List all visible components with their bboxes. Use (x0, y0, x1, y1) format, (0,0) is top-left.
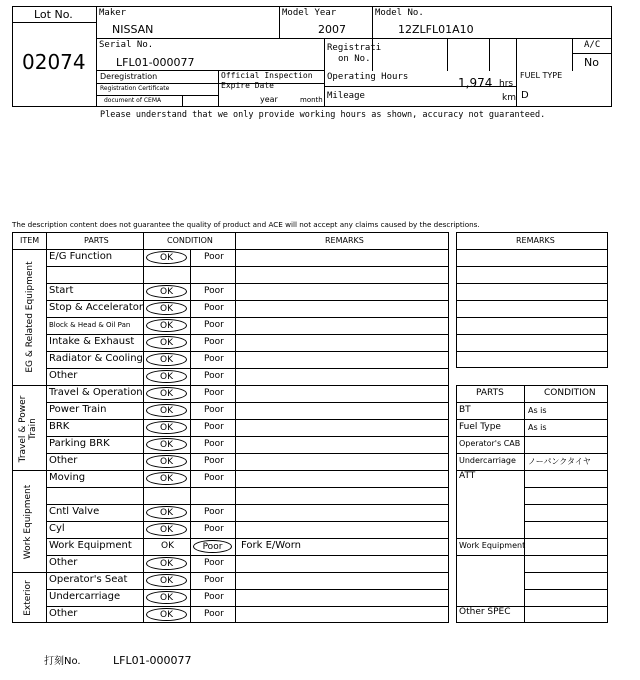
km-label: km (502, 93, 516, 103)
row-part-label: Travel & Operation (49, 387, 143, 398)
row-part-label: Intake & Exhaust (49, 336, 135, 347)
main-table (12, 232, 449, 623)
operating-hours-label: Operating Hours (327, 72, 409, 82)
right-part-label: BT (459, 405, 471, 415)
poor-option[interactable]: Poor (204, 439, 224, 449)
group-travel-power-1: Travel & Power (18, 395, 28, 463)
ac-label: A/C (584, 40, 601, 50)
ok-option[interactable]: OK (146, 608, 187, 621)
row-part-label: Undercarriage (49, 591, 121, 602)
deregistration-label: Deregistration (100, 72, 158, 81)
group-exterior: Exterior (23, 580, 33, 616)
right-condition-value: As is (528, 406, 547, 415)
group-work-equipment: Work Equipment (23, 484, 33, 560)
model-year-label: Model Year (282, 8, 337, 18)
ok-option[interactable]: OK (146, 353, 187, 366)
right-col-parts-header: PARTS (476, 388, 504, 398)
poor-option[interactable]: Poor (204, 286, 224, 296)
ok-option[interactable]: OK (146, 336, 187, 349)
registration-label-1: Registrati (327, 43, 382, 53)
year-label: year (260, 95, 278, 104)
fuel-type-label: FUEL TYPE (520, 71, 563, 80)
maker-label: Maker (99, 8, 127, 18)
poor-option[interactable]: Poor (204, 524, 224, 534)
row-part-label: Other (49, 608, 78, 619)
model-no-label: Model No. (375, 8, 424, 18)
row-part-label: Radiator & Cooling (49, 353, 143, 364)
poor-option[interactable]: Poor (204, 371, 224, 381)
right-remarks-header: REMARKS (516, 236, 555, 245)
col-condition-header: CONDITION (167, 236, 213, 245)
ok-option[interactable]: OK (146, 404, 187, 417)
model-year-value: 2007 (318, 23, 346, 36)
poor-option[interactable]: Poor (204, 354, 224, 364)
mileage-label: Mileage (327, 91, 365, 101)
poor-option[interactable]: Poor (204, 592, 224, 602)
operating-hours-value: 1,974 (458, 76, 493, 90)
ok-option[interactable]: OK (146, 251, 187, 264)
row-part-label: Moving (49, 472, 86, 483)
stamp-value: LFL01-000077 (113, 654, 192, 667)
ok-option[interactable]: OK (146, 302, 187, 315)
row-part-label: Operator's Seat (49, 574, 128, 585)
poor-option[interactable]: Poor (204, 507, 224, 517)
ok-option[interactable]: OK (146, 370, 187, 383)
month-label: month (300, 96, 323, 104)
other-spec-label: Other SPEC (459, 607, 511, 617)
ok-option[interactable]: OK (146, 319, 187, 332)
work-equipment-label: Work Equipment (459, 541, 526, 550)
disclaimer-text: The description content does not guarantee the quality of product and ACE will not accept any claims caused by the descriptions. (12, 220, 480, 229)
poor-option[interactable]: Poor (204, 320, 224, 330)
ok-option[interactable]: OK (161, 541, 174, 551)
row-part-label: Stop & Accelerator (49, 302, 144, 313)
group-travel-power-2: Train (28, 418, 38, 440)
row-part-label: Block & Head & Oil Pan (49, 321, 131, 329)
poor-option[interactable]: Poor (204, 422, 224, 432)
serial-label: Serial No. (99, 40, 154, 50)
ok-option[interactable]: OK (146, 421, 187, 434)
stamp-label: 打刻No. (44, 656, 81, 667)
right-condition-value: ノーパンクタイヤ (528, 457, 591, 466)
row-part-label: Cyl (49, 523, 65, 534)
right-col-condition-header: CONDITION (544, 388, 596, 398)
cema-label: document of CEMA (104, 97, 162, 104)
inspection-label-2: Expire Date (221, 81, 274, 90)
hrs-label: hrs (499, 79, 514, 89)
serial-value: LFL01-000077 (116, 56, 195, 69)
right-part-label: Operator's CAB (459, 439, 521, 448)
ok-option[interactable]: OK (146, 472, 187, 485)
right-part-label: Undercarriage (459, 456, 516, 465)
lot-label: Lot No. (34, 8, 73, 21)
notice-text: Please understand that we only provide working hours as shown, accuracy not guaranteed. (100, 110, 546, 120)
row-part-label: Power Train (49, 404, 107, 415)
ac-value: No (584, 56, 599, 69)
row-part-label: Work Equipment (49, 540, 132, 551)
row-part-label: Cntl Valve (49, 506, 100, 517)
row-remark: Fork E/Worn (241, 540, 301, 551)
inspection-label-1: Official Inspection (221, 71, 313, 80)
row-part-label: Parking BRK (49, 438, 110, 449)
fuel-type-value: D (521, 90, 529, 101)
registration-label-2: on No. (338, 54, 371, 64)
poor-option[interactable]: Poor (204, 473, 224, 483)
ok-option[interactable]: OK (146, 557, 187, 570)
poor-option[interactable]: Poor (204, 337, 224, 347)
row-part-label: Start (49, 285, 74, 296)
poor-option[interactable]: Poor (204, 405, 224, 415)
ok-option[interactable]: OK (146, 387, 187, 400)
group-eg-related: EG & Related Equipment (25, 261, 35, 373)
ok-option[interactable]: OK (146, 574, 187, 587)
row-part-label: Other (49, 455, 78, 466)
ok-option[interactable]: OK (146, 455, 187, 468)
col-item-header: ITEM (20, 236, 40, 245)
ok-option[interactable]: OK (146, 523, 187, 536)
maker-value: NISSAN (112, 23, 154, 36)
ok-option[interactable]: OK (146, 438, 187, 451)
ok-option[interactable]: OK (146, 591, 187, 604)
poor-option[interactable]: Poor (204, 609, 224, 619)
poor-option[interactable]: Poor (204, 388, 224, 398)
row-part-label: BRK (49, 421, 70, 432)
poor-option[interactable]: Poor (204, 558, 224, 568)
registration-cert-label: Registration Certificate (100, 85, 170, 92)
row-part-label: E/G Function (49, 251, 113, 262)
ok-option[interactable]: OK (146, 506, 187, 519)
row-part-label: Other (49, 370, 78, 381)
att-label: ATT (459, 471, 476, 481)
col-remarks-header: REMARKS (325, 236, 364, 245)
col-parts-header: PARTS (84, 236, 109, 245)
poor-option[interactable]: Poor (204, 252, 224, 262)
right-condition-value: As is (528, 423, 547, 432)
poor-option[interactable]: Poor (204, 456, 224, 466)
lot-number: 02074 (22, 50, 86, 74)
poor-option[interactable]: Poor (204, 575, 224, 585)
poor-option[interactable]: Poor (204, 303, 224, 313)
right-part-label: Fuel Type (459, 422, 501, 432)
model-no-value: 12ZLFL01A10 (398, 23, 474, 36)
row-part-label: Other (49, 557, 78, 568)
poor-option[interactable]: Poor (193, 540, 232, 553)
ok-option[interactable]: OK (146, 285, 187, 298)
